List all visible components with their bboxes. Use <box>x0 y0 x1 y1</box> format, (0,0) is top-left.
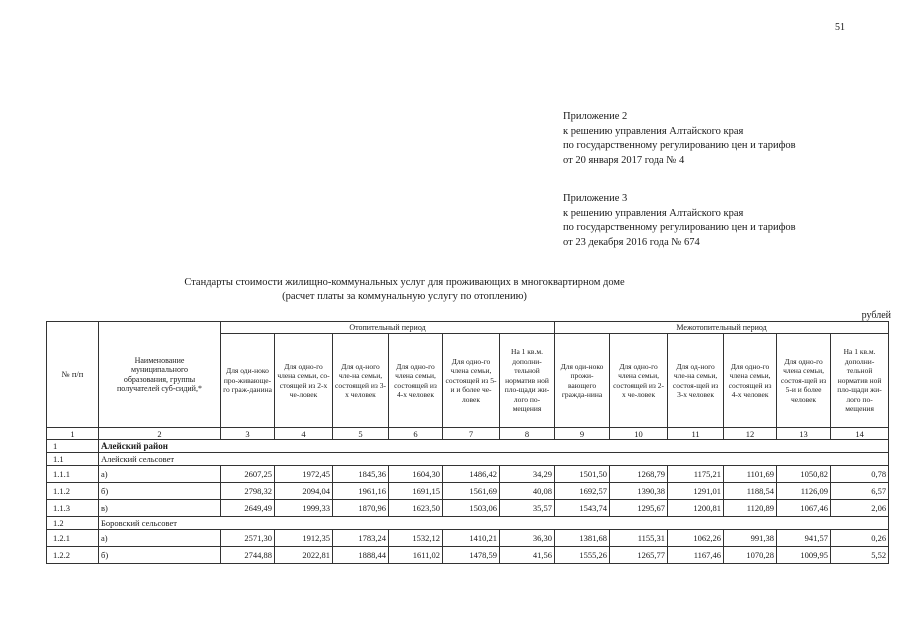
value-cell: 1155,31 <box>610 530 668 547</box>
row-number: 1.1.1 <box>47 466 99 483</box>
value-cell: 1845,36 <box>333 466 389 483</box>
table-row <box>47 440 889 453</box>
header-sub-column: Для одно-го члена семьи, со-стоящей из 2-х че-ловек <box>275 334 333 428</box>
value-cell: 941,57 <box>777 530 831 547</box>
row-number: 1.2 <box>47 517 99 530</box>
value-cell: 1555,26 <box>555 547 610 564</box>
value-cell: 1870,96 <box>333 500 389 517</box>
value-cell: 1888,44 <box>333 547 389 564</box>
column-index: 11 <box>668 428 724 440</box>
appendix-2-line: по государственному регулированию цен и тарифов <box>563 140 796 151</box>
table-row <box>47 530 889 547</box>
value-cell: 2649,49 <box>221 500 275 517</box>
appendix-2-line: к решению управления Алтайского края <box>563 125 744 137</box>
recipient-group: а) <box>99 530 221 547</box>
value-cell: 1188,54 <box>724 483 777 500</box>
value-cell: 35,57 <box>500 500 555 517</box>
value-cell: 0,26 <box>831 530 889 547</box>
value-cell: 1390,38 <box>610 483 668 500</box>
header-sub-column: Для одно-го члена семьи, состоящей из 5-и и более че-ловек <box>443 334 500 428</box>
value-cell: 1501,50 <box>555 466 610 483</box>
value-cell: 1912,35 <box>275 530 333 547</box>
value-cell: 1167,46 <box>668 547 724 564</box>
value-cell: 40,08 <box>500 483 555 500</box>
value-cell: 1623,50 <box>389 500 443 517</box>
value-cell: 1532,12 <box>389 530 443 547</box>
value-cell: 1691,15 <box>389 483 443 500</box>
value-cell: 1692,57 <box>555 483 610 500</box>
appendix-2-block <box>563 110 796 168</box>
header-sub-column: Для одно-го члена семьи, состоящей из 2-х че-ловек <box>610 334 668 428</box>
value-cell: 1067,46 <box>777 500 831 517</box>
row-number: 1 <box>47 440 99 453</box>
header-sub-column: На 1 кв.м. дополни-тельной норматив ной пло-щади жи-лого по-мещения <box>500 334 555 428</box>
column-index: 9 <box>555 428 610 440</box>
value-cell: 991,38 <box>724 530 777 547</box>
value-cell: 1265,77 <box>610 547 668 564</box>
header-interheating-period: Межотопительный период <box>555 322 889 334</box>
table-row <box>47 547 889 564</box>
header-sub-column: Для одно-го члена семьи, состоя-щей из 5-и и более человек <box>777 334 831 428</box>
column-index: 3 <box>221 428 275 440</box>
value-cell: 5,52 <box>831 547 889 564</box>
appendix-3-line: от 23 декабря 2016 года № 674 <box>563 236 700 248</box>
table-row <box>47 517 889 530</box>
column-index: 14 <box>831 428 889 440</box>
value-cell: 2571,30 <box>221 530 275 547</box>
table-row <box>47 500 889 517</box>
value-cell: 41,56 <box>500 547 555 564</box>
table-row <box>47 483 889 500</box>
council-name: Алейский сельсовет <box>99 453 889 466</box>
table-row <box>47 453 889 466</box>
value-cell: 1604,30 <box>389 466 443 483</box>
value-cell: 36,30 <box>500 530 555 547</box>
row-number: 1.1.3 <box>47 500 99 517</box>
value-cell: 1200,81 <box>668 500 724 517</box>
value-cell: 0,78 <box>831 466 889 483</box>
row-number: 1.1 <box>47 453 99 466</box>
column-index: 7 <box>443 428 500 440</box>
row-number: 1.1.2 <box>47 483 99 500</box>
value-cell: 1381,68 <box>555 530 610 547</box>
appendix-3-block <box>563 192 796 250</box>
council-name: Боровский сельсовет <box>99 517 889 530</box>
header-sub-column: Для оди-ноко про-живающе-го граж-данина <box>221 334 275 428</box>
value-cell: 1062,26 <box>668 530 724 547</box>
value-cell: 1050,82 <box>777 466 831 483</box>
value-cell: 2094,04 <box>275 483 333 500</box>
recipient-group: б) <box>99 547 221 564</box>
column-index: 13 <box>777 428 831 440</box>
document-subtitle: (расчет платы за коммунальную услугу по отоплению) <box>282 291 527 302</box>
value-cell: 1101,69 <box>724 466 777 483</box>
district-name: Алейский район <box>99 440 889 453</box>
value-cell: 1611,02 <box>389 547 443 564</box>
value-cell: 1783,24 <box>333 530 389 547</box>
header-sub-column: На 1 кв.м. дополни-тельной норматив ной пло-щади жи-лого по-мещения <box>831 334 889 428</box>
header-name: Наименование муниципального образования, группы получателей суб-сидий,* <box>99 322 221 428</box>
column-index: 6 <box>389 428 443 440</box>
recipient-group: а) <box>99 466 221 483</box>
table-row <box>47 466 889 483</box>
column-index: 5 <box>333 428 389 440</box>
column-index: 12 <box>724 428 777 440</box>
value-cell: 1972,45 <box>275 466 333 483</box>
row-number: 1.2.2 <box>47 547 99 564</box>
value-cell: 2798,32 <box>221 483 275 500</box>
column-index: 4 <box>275 428 333 440</box>
value-cell: 2744,88 <box>221 547 275 564</box>
row-number: 1.2.1 <box>47 530 99 547</box>
header-heating-period: Отопительный период <box>221 322 555 334</box>
value-cell: 34,29 <box>500 466 555 483</box>
appendix-3-line: Приложение 3 <box>563 193 628 204</box>
value-cell: 1999,33 <box>275 500 333 517</box>
header-sub-column: Для од-ного чле-на семьи, состоящей из 3-х человек <box>333 334 389 428</box>
appendix-2-line: от 20 января 2017 года № 4 <box>563 154 685 166</box>
value-cell: 1486,42 <box>443 466 500 483</box>
value-cell: 1009,95 <box>777 547 831 564</box>
appendix-2-line: Приложение 2 <box>563 111 628 122</box>
value-cell: 1410,21 <box>443 530 500 547</box>
recipient-group: в) <box>99 500 221 517</box>
column-index: 10 <box>610 428 668 440</box>
appendix-3-line: к решению управления Алтайского края <box>563 207 744 219</box>
value-cell: 6,57 <box>831 483 889 500</box>
standards-table <box>46 321 889 564</box>
value-cell: 1295,67 <box>610 500 668 517</box>
units-label: рублей <box>861 310 891 321</box>
value-cell: 1126,09 <box>777 483 831 500</box>
value-cell: 1070,28 <box>724 547 777 564</box>
value-cell: 1478,59 <box>443 547 500 564</box>
value-cell: 2607,25 <box>221 466 275 483</box>
column-index: 8 <box>500 428 555 440</box>
value-cell: 1291,01 <box>668 483 724 500</box>
value-cell: 2,06 <box>831 500 889 517</box>
value-cell: 1543,74 <box>555 500 610 517</box>
value-cell: 1561,69 <box>443 483 500 500</box>
document-title: Стандарты стоимости жилищно-коммунальных услуг для проживающих в многоквартирном доме <box>184 277 625 288</box>
value-cell: 2022,81 <box>275 547 333 564</box>
value-cell: 1120,89 <box>724 500 777 517</box>
value-cell: 1175,21 <box>668 466 724 483</box>
value-cell: 1503,06 <box>443 500 500 517</box>
value-cell: 1961,16 <box>333 483 389 500</box>
page-number: 51 <box>835 22 845 33</box>
header-sub-column: Для одно-го члена семьи, состоящей из 4-х человек <box>389 334 443 428</box>
column-index: 1 <box>47 428 99 440</box>
recipient-group: б) <box>99 483 221 500</box>
header-sub-column: Для оди-ноко прожи-вающего гражда-нина <box>555 334 610 428</box>
header-sub-column: Для одно-го члена семьи, состоящей из 4-х человек <box>724 334 777 428</box>
header-num: № п/п <box>47 322 99 428</box>
appendix-3-line: по государственному регулированию цен и тарифов <box>563 222 796 233</box>
header-sub-column: Для од-ного чле-на семьи, состоя-щей из 3-х человек <box>668 334 724 428</box>
column-index: 2 <box>99 428 221 440</box>
value-cell: 1268,79 <box>610 466 668 483</box>
